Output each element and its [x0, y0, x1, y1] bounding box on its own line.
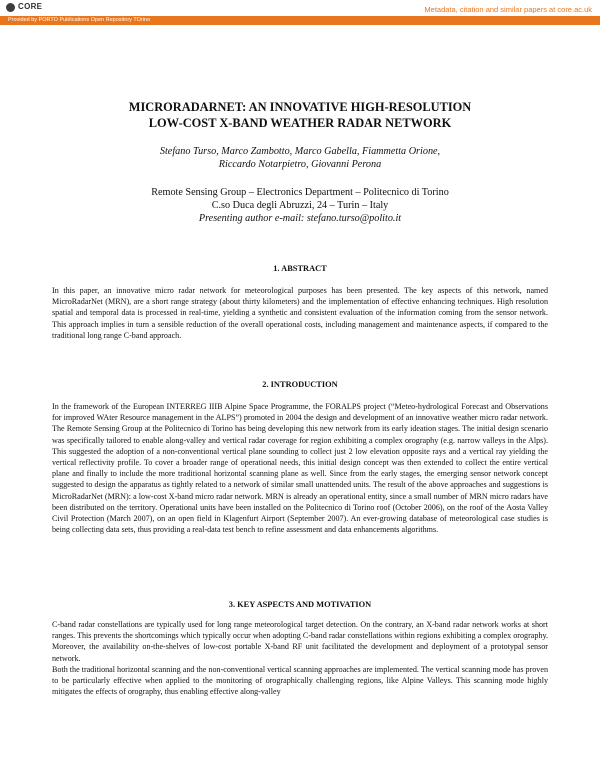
- paper-title: [40, 99, 560, 131]
- introduction-heading: 2. INTRODUCTION: [262, 380, 338, 389]
- core-logo[interactable]: [6, 2, 42, 11]
- key-aspects-paragraph-2: Both the traditional horizontal scanning and the non-conventional vertical scanning approaches are implemented. The vertical scanning mode has proven to be particularly effective when applied to the monitoring of orographically challenging regions, like Alpine Valleys. This scanning mode highly mitigates the effects of orography, thus enabling effective along-valley: [52, 665, 548, 697]
- core-metadata-link[interactable]: Metadata, citation and similar papers at core.ac.uk: [424, 5, 592, 14]
- abstract-heading: 1. ABSTRACT: [273, 264, 327, 273]
- affiliation-line-1: Remote Sensing Group – Electronics Department – Politecnico di Torino: [151, 187, 449, 198]
- core-logo-text: CORE: [18, 2, 43, 11]
- presenting-author-email: Presenting author e-mail: stefano.turso@polito.it: [198, 213, 402, 224]
- provided-by-bar: [0, 16, 600, 25]
- title-line-2: LOW-COST X-BAND WEATHER RADAR NETWORK: [148, 116, 452, 130]
- key-aspects-paragraph-1: C-band radar constellations are typically used for long range meteorological target detection. On the contrary, an X-band radar network works at short ranges. This prevents the shortcomings which typically occur when adopting C-band radar constellations within regions exhibiting a complex orography. Moreover, the availability on-the-shelves of low-cost portable X-band RF unit facilitated the development and deployment of a prototypal sensor network.: [52, 620, 548, 663]
- affiliation: [40, 186, 560, 225]
- authors-line-2: Riccardo Notarpietro, Giovanni Perona: [218, 159, 382, 170]
- introduction-paragraph: In the framework of the European INTERREG IIIB Alpine Space Programme, the FORALPS project (“Meteo-hydrological Forecast and Observations for improved WAter Resource management in the ALPS”) promoted in 2004 the design and development of an innovative weather micro radar network. The Remote Sensing Group at the Politecnico di Torino has being developing this new network from its early ideation stages. The initial design scenario was specifically tailored to enable along-valley and vertical radar coverage for region exhibiting a complex orography (e.g. narrow valleys in the Alps). This suggested the adoption of a non-conventional vertical plane sounding to collect just 2 low elevation opposite rays and a vertical ray yielding the vertical reflectivity profile. To cover a broader range of operational needs, this initial design concept was then extended to collect the entire vertical plane and finally to include the more traditional horizontal scanning plane as well. Since from the early stages, the emerging sensor network concept suggested to design the apparatus as tightly related to a network of similar small unattended units. The result of the above approaches and suggestions is MicroRadarNet (MRN): a low-cost X-band micro radar network. MRN is already an operational entity, since a small number of MRN micro radars have been distributed on the territory. Operational units have been installed on the Politecnico di Torino roof (October 2006), on the roof of the Aosta Valley Civil Protection (March 2007), on an open field in Klagenfurt Airport (September 2007). An ever-growing database of meteorological case studies is being collecting data sets, thus providing a real-data test bench to refine assessment and data enhancements algorithms.: [52, 402, 548, 535]
- provided-by-text[interactable]: Provided by PORTO Publications Open Repository TOrino: [8, 17, 151, 23]
- affiliation-line-2: C.so Duca degli Abruzzi, 24 – Turin – Italy: [211, 200, 389, 211]
- core-logo-icon: [6, 3, 15, 12]
- title-line-1: MICRORADARNET: AN INNOVATIVE HIGH-RESOLUTION: [128, 100, 472, 114]
- author-list: [40, 145, 560, 171]
- key-aspects-heading: 3. KEY ASPECTS AND MOTIVATION: [228, 600, 372, 609]
- authors-line-1: Stefano Turso, Marco Zambotto, Marco Gabella, Fiammetta Orione,: [159, 146, 441, 157]
- abstract-paragraph: In this paper, an innovative micro radar network for meteorological purposes has been presented. The key aspects of this network, named MicroRadarNet (MRN), are a short range strategy (about thirty kilometers) and the implementation of effective enhancing techniques. High resolution spatial and temporal data is processed in real-time, yielding a synthetic and consistent evaluation of the information coming from the sensor network. This approach implies in turn a sensible reduction of the overall operational costs, including management and maintenance aspects, if compared to the traditional long range C-band approach.: [52, 286, 548, 340]
